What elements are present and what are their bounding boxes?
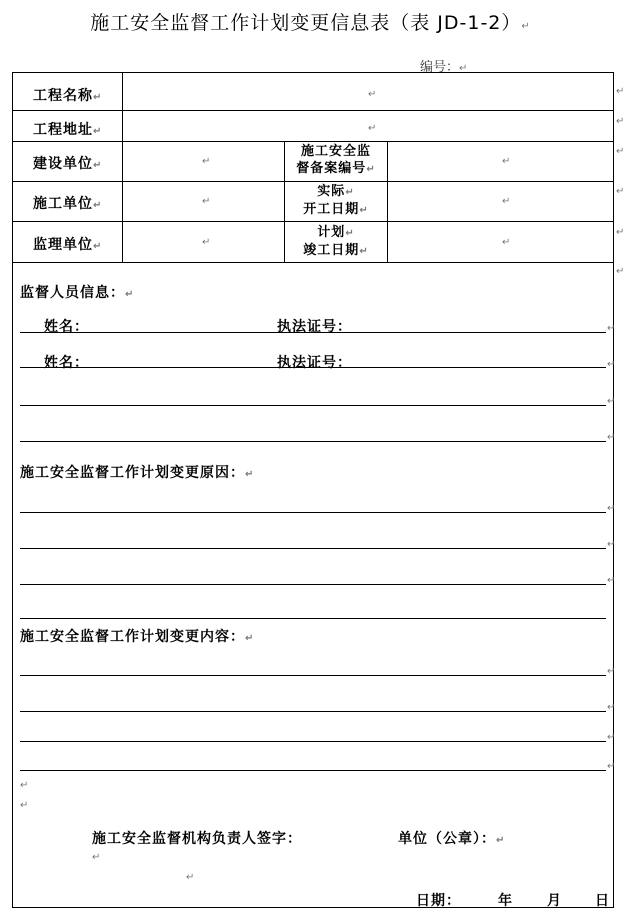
inspector-1-line[interactable] [20,332,606,333]
line-end-mark: ↵ [607,702,616,713]
filing-number-label [288,143,384,178]
builder-label-text: 建设单位 [33,156,93,172]
personnel-blank-line[interactable] [20,441,606,442]
line-end-mark: ↵ [607,539,616,550]
table-row-divider [12,221,614,222]
filing-number-label-line2: 督备案编号 [296,161,367,176]
date-day-label: 日 [595,893,610,909]
paragraph-mark: ↵ [345,228,355,239]
empty-paragraph-mark: ↵ [186,872,195,883]
signer-label: 施工安全监督机构负责人签字： [92,831,302,847]
inspector-1-cert-label: 执法证号： [277,319,352,335]
project-address-label [33,119,102,139]
row-end-mark: ↵ [616,227,624,238]
paragraph-mark: ↵ [366,164,376,175]
project-name-label [33,85,102,105]
construction-unit-value[interactable]: ↵ [202,196,211,207]
line-end-mark: ↵ [607,503,616,514]
personnel-heading [20,282,134,302]
serial-label-text: 编号： [420,60,460,75]
row-end-mark: ↵ [616,266,624,277]
inspector-2-cert-label: 执法证号： [277,355,352,371]
paragraph-mark: ↵ [496,835,506,846]
supervision-unit-label-text: 监理单位 [33,237,93,253]
paragraph-mark: ↵ [93,200,103,211]
inspector-2-name-label: 姓名： [44,355,89,371]
change-reason-line[interactable] [20,548,606,549]
unit-seal-label-text: 单位（公章）： [398,831,496,847]
date-month-label: 月 [547,893,562,909]
table-row-divider [12,262,614,263]
empty-paragraph-mark: ↵ [92,852,101,863]
date-year-label: 年 [498,893,513,909]
change-content-line[interactable] [20,711,606,712]
actual-start-label-line1: 实际 [317,184,346,199]
line-end-mark: ↵ [607,359,616,370]
line-end-mark: ↵ [607,761,616,772]
row-end-mark: ↵ [616,86,624,97]
actual-start-date-label [288,183,384,219]
change-content-line[interactable] [20,770,606,771]
paragraph-mark: ↵ [359,246,369,257]
construction-unit-label-text: 施工单位 [33,196,93,212]
table-row-divider [12,141,614,142]
construction-unit-label [33,193,102,213]
paragraph-mark: ↵ [125,289,135,300]
actual-start-label-line2: 开工日期 [303,202,360,217]
inspector-1-name-label: 姓名： [44,319,89,335]
change-reason-line[interactable] [20,618,606,619]
personnel-blank-line[interactable] [20,405,606,406]
title-text: 施工安全监督工作计划变更信息表（表 JD-1-2） [90,12,522,34]
line-end-mark: ↵ [607,666,616,677]
builder-value[interactable]: ↵ [202,156,211,167]
table-column-divider [387,141,388,262]
project-name-label-text: 工程名称 [33,88,93,104]
change-content-line[interactable] [20,741,606,742]
paragraph-mark: ↵ [521,21,531,32]
change-reason-heading-text: 施工安全监督工作计划变更原因： [20,465,245,481]
change-reason-line[interactable] [20,584,606,585]
filing-number-value[interactable]: ↵ [502,156,511,167]
filing-number-label-line1: 施工安全监 [300,144,371,159]
table-row-divider [12,110,614,111]
unit-seal-label [398,828,505,848]
paragraph-mark: ↵ [345,187,355,198]
table-column-divider [284,141,285,262]
project-address-value[interactable]: ↵ [368,123,377,134]
line-end-mark: ↵ [607,732,616,743]
project-address-label-text: 工程地址 [33,122,93,138]
row-end-mark: ↵ [616,116,624,127]
paragraph-mark: ↵ [245,633,255,644]
project-name-value[interactable]: ↵ [368,89,377,100]
change-reason-heading [20,462,254,482]
empty-paragraph-mark: ↵ [20,800,29,811]
planned-finish-label-line2: 竣工日期 [303,243,360,258]
planned-finish-date-value[interactable]: ↵ [502,237,511,248]
paragraph-mark: ↵ [245,469,255,480]
paragraph-mark: ↵ [459,63,468,74]
paragraph-mark: ↵ [359,205,369,216]
table-column-divider [122,72,123,262]
line-end-mark: ↵ [607,432,616,443]
line-end-mark: ↵ [607,396,616,407]
date-label: 日期： [416,893,461,909]
paragraph-mark: ↵ [93,126,103,137]
supervision-unit-label [33,234,102,254]
change-content-heading-text: 施工安全监督工作计划变更内容： [20,629,245,645]
paragraph-mark: ↵ [93,241,103,252]
inspector-2-line[interactable] [20,367,606,368]
paragraph-mark: ↵ [93,92,103,103]
paragraph-mark: ↵ [93,160,103,171]
change-content-line[interactable] [20,675,606,676]
row-end-mark: ↵ [616,146,624,157]
planned-finish-label-line1: 计划 [317,225,346,240]
change-content-heading [20,626,254,646]
change-reason-line[interactable] [20,512,606,513]
document-title [0,8,621,35]
planned-finish-date-label [288,224,384,260]
personnel-heading-text: 监督人员信息： [20,285,125,301]
actual-start-date-value[interactable]: ↵ [502,196,511,207]
builder-label [33,153,102,173]
row-end-mark: ↵ [616,186,624,197]
empty-paragraph-mark: ↵ [20,780,29,791]
table-row-divider [12,181,614,182]
line-end-mark: ↵ [607,575,616,586]
line-end-mark: ↵ [607,323,616,334]
supervision-unit-value[interactable]: ↵ [202,237,211,248]
